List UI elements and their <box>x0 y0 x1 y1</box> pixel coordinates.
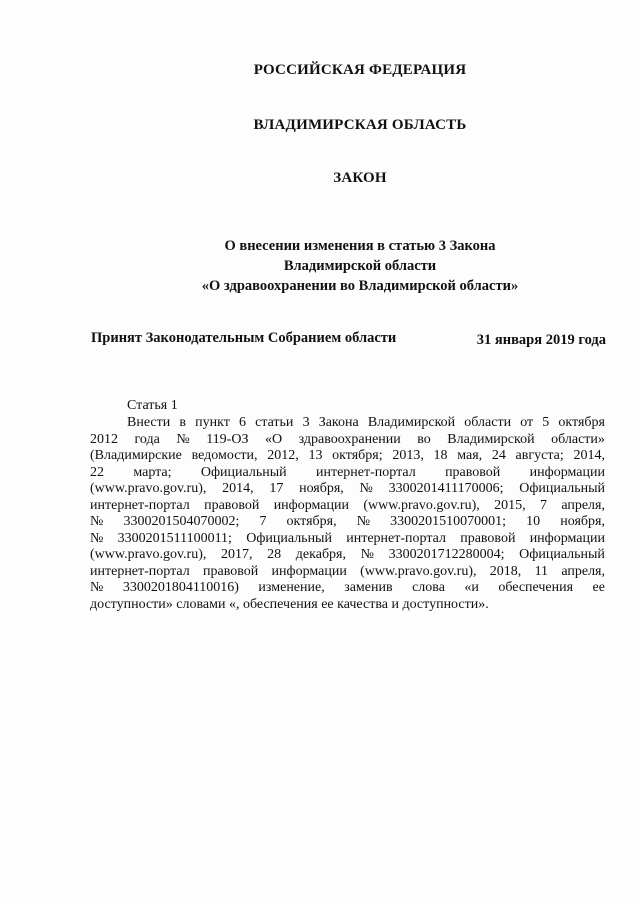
article-word: заменив <box>344 580 393 595</box>
article-body-line <box>90 498 605 515</box>
article-word: (www.pravo.gov.ru), <box>363 497 480 513</box>
article-word: от <box>520 415 534 430</box>
article-word: информации <box>529 464 605 480</box>
article-word: октября <box>558 415 605 430</box>
article-word: 13 <box>308 448 323 463</box>
article-word: правовой <box>460 530 516 546</box>
law-title-line: Владимирской области <box>283 258 437 274</box>
article-word: 3300201511100011; <box>117 530 232 546</box>
adoption-date: 31 января 2019 года <box>476 332 606 348</box>
law-title-line: О внесении изменения в статью 3 Закона <box>224 238 496 254</box>
article-body-line <box>90 481 605 498</box>
article-word: в <box>179 415 186 430</box>
article-word: № <box>90 530 104 546</box>
article-word: интернет-портал <box>346 530 446 546</box>
article-body-line <box>90 432 605 449</box>
article-body-line <box>90 514 605 531</box>
article-word: № <box>176 431 190 447</box>
article-word: ноября, <box>299 481 344 496</box>
article-title: Статья 1 <box>127 398 178 413</box>
article-body-line <box>90 465 605 482</box>
article-word: 2012 <box>90 431 118 447</box>
article-word: 24 <box>491 448 506 463</box>
article-word: года <box>134 431 160 447</box>
article-word: 2018, <box>489 563 522 579</box>
article-word: Официальный <box>246 530 332 546</box>
article-word: 22 <box>90 464 104 480</box>
article-word: 3300201510070001; <box>390 514 507 529</box>
article-word: интернет-портал <box>315 464 416 480</box>
article-word: № <box>359 481 373 496</box>
region-heading: ВЛАДИМИРСКАЯ ОБЛАСТЬ <box>253 117 467 133</box>
article-word: «О <box>264 431 283 447</box>
article-word: 11 <box>534 563 549 579</box>
article-word: 3300201411170006; <box>388 481 504 496</box>
article-word: 3 <box>302 415 310 430</box>
article-word: информации <box>529 530 605 546</box>
article-word: ведомости, <box>191 448 258 463</box>
article-word: 3300201504070002; <box>123 514 240 529</box>
article-word: Владимирской <box>447 431 535 447</box>
article-body-line <box>90 564 605 581</box>
article-word: октября; <box>332 448 383 463</box>
article-word: слова <box>412 580 445 595</box>
article-word: октября, <box>286 514 337 529</box>
article-word: августа; <box>515 448 564 463</box>
article-word: 2017, <box>221 547 253 562</box>
article-word: № <box>360 547 374 562</box>
article-word: 17 <box>269 481 284 496</box>
article-word: (www.pravo.gov.ru), <box>360 563 477 579</box>
article-word: 28 <box>267 547 282 562</box>
article-body-line <box>90 580 605 597</box>
article-word: правовой <box>204 497 260 513</box>
article-word: интернет-портал <box>90 563 190 579</box>
country-heading: РОССИЙСКАЯ ФЕДЕРАЦИЯ <box>253 62 467 78</box>
article-word: «и <box>464 580 479 595</box>
article-word: 2015, <box>494 497 526 513</box>
article-word: статьи <box>255 415 294 430</box>
article-word: (www.pravo.gov.ru), <box>90 547 207 562</box>
article-word: правовой <box>445 464 501 480</box>
article-word: Официальный <box>200 464 287 480</box>
article-word: 10 <box>526 514 541 529</box>
article-word: правовой <box>203 563 259 579</box>
article-body-line <box>90 448 605 465</box>
article-word: № <box>90 580 104 595</box>
article-word: ноября, <box>560 514 605 529</box>
article-word: № <box>356 514 371 529</box>
article-word: ее <box>592 580 605 595</box>
article-body-line <box>90 415 605 432</box>
article-word: 3300201804110016) <box>122 580 239 595</box>
document-type-heading: ЗАКОН <box>333 170 387 186</box>
article-word: 7 <box>539 497 547 513</box>
article-word: пункт <box>195 415 230 430</box>
article-word: 7 <box>259 514 267 529</box>
article-word: Официальный <box>519 481 605 496</box>
article-body-line <box>90 547 605 564</box>
article-word: апреля, <box>561 563 605 579</box>
article-word: Владимирской <box>367 415 456 430</box>
article-word: здравоохранении <box>298 431 401 447</box>
article-body-line <box>90 597 605 614</box>
law-title <box>40 236 640 296</box>
article-body-line <box>90 531 605 548</box>
article-word: 6 <box>238 415 246 430</box>
article-body <box>90 415 605 613</box>
article-word: области <box>464 415 512 430</box>
article-word: информации <box>271 563 347 579</box>
article-word: апреля, <box>561 497 605 513</box>
article-word: 18 <box>433 448 448 463</box>
article-word: 2012, <box>267 448 299 463</box>
article-word: во <box>417 431 431 447</box>
article-word: 2014, <box>573 448 605 463</box>
article-word: (www.pravo.gov.ru), <box>90 481 207 496</box>
article-word: мая, <box>457 448 483 463</box>
article-word: Закона <box>318 415 359 430</box>
article-word: марта; <box>133 464 172 480</box>
law-title-line: «О здравоохранении во Владимирской области» <box>201 278 519 294</box>
article-word: Внести <box>127 415 171 430</box>
article-word: 119-ОЗ <box>206 431 249 447</box>
article-word: 3300201712280004; <box>388 547 505 562</box>
article-word: (Владимирские <box>90 448 182 463</box>
article-word: доступности» словами «, обеспечения ее качества и доступности». <box>90 596 489 612</box>
adopted-by: Принят Законодательным Собранием области <box>91 330 397 346</box>
article-word: 2013, <box>392 448 424 463</box>
article-word: № <box>90 514 104 529</box>
article-word: декабря, <box>295 547 346 562</box>
article-word: информации <box>273 497 349 513</box>
article-word: интернет-портал <box>90 497 190 513</box>
article-word: области» <box>551 431 605 447</box>
article-word: изменение, <box>258 580 325 595</box>
article-word: обеспечения <box>498 580 574 595</box>
article-word: 2014, <box>222 481 254 496</box>
article-word: Официальный <box>519 547 605 562</box>
article-word: 5 <box>542 415 550 430</box>
